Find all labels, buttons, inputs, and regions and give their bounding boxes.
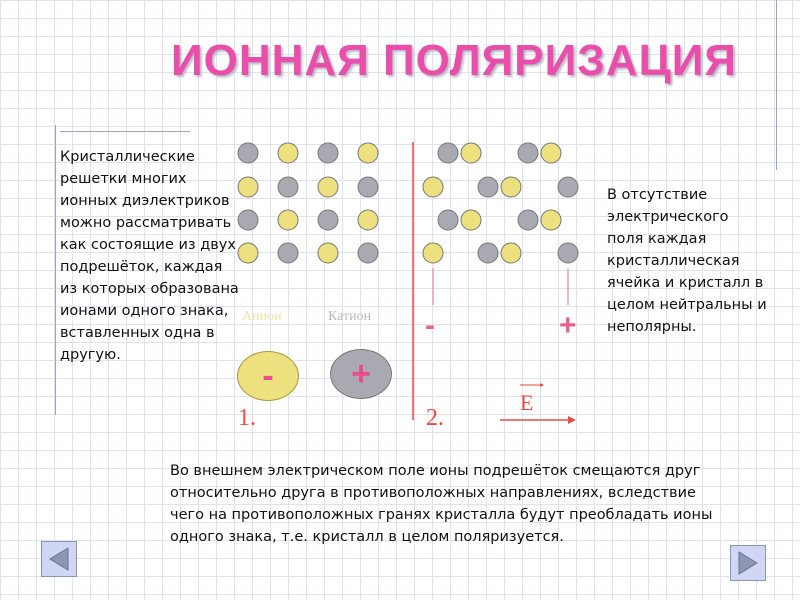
- anion-ion: [238, 143, 258, 163]
- anion-ion: [478, 243, 498, 263]
- plus-sign: +: [559, 309, 577, 342]
- figure-label-1: 1.: [238, 405, 256, 431]
- cation-ion: [278, 143, 298, 163]
- anion-ion: [518, 143, 538, 163]
- lattice-2: [423, 143, 578, 263]
- anion-sign: -: [262, 357, 274, 395]
- anion-ion: [518, 210, 538, 230]
- triangle-left-icon: [42, 542, 76, 576]
- right-description: В отсутствие электрического поля каждая кристаллическая ячейка и кристалл в целом нейтральны и неполярны.: [607, 187, 767, 335]
- cation-ion: [358, 210, 378, 230]
- minus-sign: -: [425, 309, 435, 342]
- anion-label: Анион: [242, 309, 282, 324]
- page-title: ИОННАЯ ПОЛЯРИЗАЦИЯ: [171, 36, 737, 85]
- cation-ion: [318, 243, 338, 263]
- cation-ion: [278, 210, 298, 230]
- cation-ion: [501, 243, 521, 263]
- next-slide-button[interactable]: [730, 545, 766, 581]
- vector-bar-head: [540, 383, 544, 387]
- anion-ion: [358, 243, 378, 263]
- anion-ion: [278, 243, 298, 263]
- anion-ion: [278, 177, 298, 197]
- anion-ion: [238, 210, 258, 230]
- left-description: Кристаллические решетки многих ионных диэлектриков можно рассматривать как состоящие из двух подрешёток, каждая из которых образована ионами одного знака, вставленных одна в другую.: [60, 149, 239, 363]
- field-label: E: [520, 390, 534, 415]
- cation-ion: [501, 177, 521, 197]
- bottom-description: Во внешнем электрическом поле ионы подрешёток смещаются друг относительно друга в противоположных направлениях, вследствие чего на противоположных гранях кристалла будут преобладать ионы одного знака, т.е. кристалл в целом поляризуется.: [170, 463, 713, 545]
- triangle-right-icon: [731, 546, 765, 580]
- cation-ion: [318, 177, 338, 197]
- anion-ion: [438, 143, 458, 163]
- prev-slide-button[interactable]: [41, 541, 77, 577]
- anion-ion: [558, 243, 578, 263]
- cation-ion: [541, 210, 561, 230]
- anion-symbol: [237, 351, 299, 401]
- cation-ion: [423, 243, 443, 263]
- anion-ion: [318, 143, 338, 163]
- lattice-1: [238, 143, 378, 263]
- cation-ion: [238, 243, 258, 263]
- cation-symbol: [330, 349, 392, 399]
- cation-ion: [358, 143, 378, 163]
- cation-ion: [541, 143, 561, 163]
- anion-ion: [438, 210, 458, 230]
- cation-sign: +: [351, 355, 371, 393]
- figure-label-2: 2.: [426, 405, 444, 431]
- anion-ion: [318, 210, 338, 230]
- cation-ion: [238, 177, 258, 197]
- field-arrowhead: [568, 416, 576, 424]
- cation-ion: [423, 177, 443, 197]
- anion-ion: [358, 177, 378, 197]
- cation-label: Катион: [328, 309, 372, 324]
- cation-ion: [461, 143, 481, 163]
- cation-ion: [461, 210, 481, 230]
- anion-ion: [478, 177, 498, 197]
- anion-ion: [558, 177, 578, 197]
